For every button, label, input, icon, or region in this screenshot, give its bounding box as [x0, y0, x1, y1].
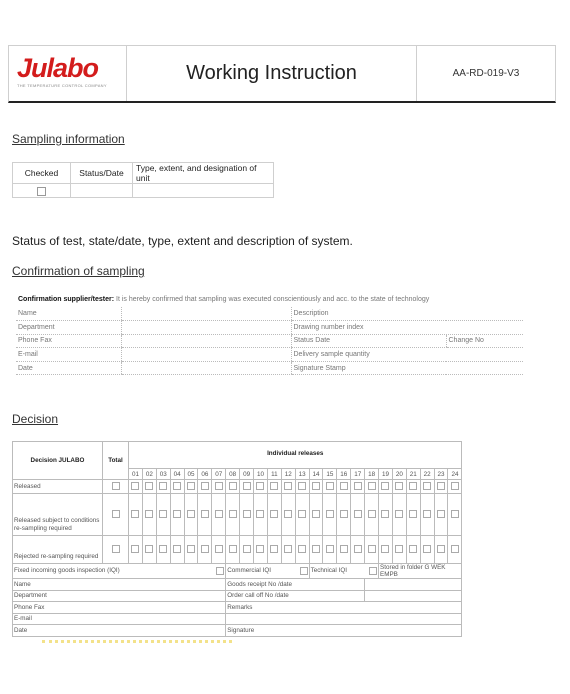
release-checkbox[interactable]: [354, 545, 362, 553]
col-decision-julabo: Decision JULABO: [13, 442, 103, 480]
release-cell: [379, 536, 393, 564]
total-checkbox[interactable]: [112, 510, 120, 518]
release-checkbox[interactable]: [409, 482, 417, 490]
release-checkbox[interactable]: [395, 482, 403, 490]
release-cell: [170, 494, 184, 536]
release-cell: [129, 536, 143, 564]
release-cell: [448, 480, 462, 494]
field-date-value[interactable]: [121, 361, 291, 375]
release-checkbox[interactable]: [145, 510, 153, 518]
field-email-value[interactable]: [121, 348, 291, 362]
release-cell: [170, 480, 184, 494]
release-number: 13: [295, 469, 309, 480]
release-checkbox[interactable]: [201, 545, 209, 553]
release-cell: [212, 494, 226, 536]
release-checkbox[interactable]: [243, 510, 251, 518]
decision-table: [12, 441, 462, 637]
release-checkbox[interactable]: [270, 482, 278, 490]
release-cell: [254, 494, 268, 536]
release-cell: [309, 536, 323, 564]
sampling-section-title: Sampling information: [12, 132, 125, 146]
release-cell: [156, 494, 170, 536]
inspection-technical: [309, 564, 378, 579]
field-department: Department: [16, 321, 121, 335]
field-phone-fax-value[interactable]: [121, 334, 291, 348]
confirm-row: [16, 334, 523, 348]
field-drawing-number: Drawing number index: [291, 321, 523, 335]
inspection-technical-label: Technical IQI: [310, 567, 347, 574]
release-checkbox[interactable]: [368, 482, 376, 490]
release-cell: [379, 494, 393, 536]
release-cell: [448, 536, 462, 564]
release-checkbox[interactable]: [354, 482, 362, 490]
release-checkbox[interactable]: [451, 510, 459, 518]
release-checkbox[interactable]: [159, 510, 167, 518]
release-number: 21: [406, 469, 420, 480]
col-checked: Checked: [13, 163, 71, 184]
row-label-rejected: Rejected re-sampling required: [13, 536, 103, 564]
release-number: 18: [365, 469, 379, 480]
inspection-commercial-checkbox[interactable]: [300, 567, 308, 575]
inspection-stored: Stored in folder G WEK EMPB: [379, 564, 462, 579]
field-name-value[interactable]: [121, 307, 291, 321]
release-cell: [281, 536, 295, 564]
confirm-row: [16, 321, 523, 335]
inspection-fixed-label: Fixed incoming goods inspection (IQI): [14, 567, 120, 574]
release-cell: [156, 536, 170, 564]
document-code: AA-RD-019-V3: [452, 68, 520, 79]
release-cell: [392, 494, 406, 536]
release-cell: [170, 536, 184, 564]
release-cell: [406, 480, 420, 494]
decision-field-department: Department: [13, 590, 226, 602]
confirm-row: [16, 348, 523, 362]
release-checkbox[interactable]: [451, 545, 459, 553]
release-checkbox[interactable]: [409, 510, 417, 518]
release-checkbox[interactable]: [437, 545, 445, 553]
release-cell: [142, 494, 156, 536]
decision-field-phone-fax: Phone Fax: [13, 602, 226, 614]
release-cell: [392, 480, 406, 494]
field-name: Name: [16, 307, 121, 321]
release-cell: [198, 536, 212, 564]
release-checkbox[interactable]: [229, 545, 237, 553]
confirm-row: [16, 307, 523, 321]
sampling-row: [13, 184, 274, 198]
release-cell: [267, 480, 281, 494]
release-cell: [267, 494, 281, 536]
field-email: E-mail: [16, 348, 121, 362]
release-cell: [156, 480, 170, 494]
release-cell: [420, 536, 434, 564]
release-checkbox[interactable]: [312, 510, 320, 518]
release-checkbox[interactable]: [284, 482, 292, 490]
total-checkbox[interactable]: [112, 482, 120, 490]
release-cell: [212, 480, 226, 494]
release-checkbox[interactable]: [381, 545, 389, 553]
release-checkbox[interactable]: [381, 510, 389, 518]
field-signature-stamp: Signature Stamp: [291, 361, 523, 375]
release-checkbox[interactable]: [187, 482, 195, 490]
decision-field-signature: Signature: [226, 625, 462, 637]
document-title: Working Instruction: [127, 46, 417, 101]
release-checkbox[interactable]: [131, 482, 139, 490]
col-type-extent: Type, extent, and designation of unit: [133, 163, 274, 184]
release-checkbox[interactable]: [312, 482, 320, 490]
release-number: 11: [267, 469, 281, 480]
release-checkbox[interactable]: [312, 545, 320, 553]
release-cell: [420, 494, 434, 536]
decision-field-goods-receipt-value[interactable]: [365, 579, 462, 591]
release-checkbox[interactable]: [326, 545, 334, 553]
release-number: 08: [226, 469, 240, 480]
field-department-value[interactable]: [121, 321, 291, 335]
release-cell: [323, 480, 337, 494]
release-cell: [142, 480, 156, 494]
total-cell: [103, 494, 129, 536]
release-cell: [337, 536, 351, 564]
release-checkbox[interactable]: [159, 482, 167, 490]
release-cell: [184, 494, 198, 536]
sampling-header-row: [13, 163, 274, 184]
decision-field-row: [13, 625, 462, 637]
release-cell: [365, 536, 379, 564]
total-checkbox[interactable]: [112, 545, 120, 553]
field-status-date: Status Date: [291, 334, 446, 348]
release-checkbox[interactable]: [284, 510, 292, 518]
logo-cell: [9, 46, 127, 101]
decision-field-goods-receipt: Goods receipt No /date: [226, 579, 365, 591]
release-cell: [212, 536, 226, 564]
release-cell: [142, 536, 156, 564]
release-number: 23: [434, 469, 448, 480]
release-checkbox[interactable]: [131, 510, 139, 518]
release-cell: [281, 480, 295, 494]
release-cell: [434, 494, 448, 536]
release-number: 20: [392, 469, 406, 480]
decision-field-remarks-cont[interactable]: [226, 613, 462, 625]
decision-field-date: Date: [13, 625, 226, 637]
decision-field-email: E-mail: [13, 613, 226, 625]
decision-field-row: [13, 579, 462, 591]
julabo-logo: Julabo: [17, 53, 99, 83]
release-cell: [406, 536, 420, 564]
inspection-fixed-checkbox[interactable]: [216, 567, 224, 575]
release-number: 07: [212, 469, 226, 480]
release-cell: [226, 480, 240, 494]
release-cell: [240, 494, 254, 536]
release-checkbox[interactable]: [298, 545, 306, 553]
release-number: 09: [240, 469, 254, 480]
release-cell: [281, 494, 295, 536]
release-cell: [198, 480, 212, 494]
inspection-technical-checkbox[interactable]: [369, 567, 377, 575]
release-checkbox[interactable]: [326, 510, 334, 518]
release-checkbox[interactable]: [340, 510, 348, 518]
decision-field-order-value[interactable]: [365, 590, 462, 602]
inspection-commercial: [226, 564, 309, 579]
release-checkbox[interactable]: [437, 482, 445, 490]
release-cell: [254, 480, 268, 494]
release-cell: [226, 494, 240, 536]
release-cell: [434, 480, 448, 494]
decision-header-row: [13, 442, 462, 469]
release-checkbox[interactable]: [395, 545, 403, 553]
release-checkbox[interactable]: [229, 510, 237, 518]
release-cell: [309, 494, 323, 536]
confirmation-lead-bold: Confirmation supplier/tester:: [18, 296, 115, 303]
release-checkbox[interactable]: [201, 482, 209, 490]
confirmation-lead: [18, 296, 429, 303]
type-extent-cell[interactable]: [133, 184, 274, 198]
release-checkbox[interactable]: [201, 510, 209, 518]
release-checkbox[interactable]: [340, 545, 348, 553]
release-checkbox[interactable]: [256, 510, 264, 518]
release-number: 17: [351, 469, 365, 480]
release-number: 24: [448, 469, 462, 480]
inspection-row: [13, 564, 462, 579]
release-cell: [240, 480, 254, 494]
release-checkbox[interactable]: [256, 545, 264, 553]
release-cell: [323, 536, 337, 564]
decision-field-name: Name: [13, 579, 226, 591]
release-checkbox[interactable]: [256, 482, 264, 490]
release-cell: [420, 480, 434, 494]
release-number: 14: [309, 469, 323, 480]
release-checkbox[interactable]: [340, 482, 348, 490]
release-checkbox[interactable]: [145, 545, 153, 553]
release-number: 19: [379, 469, 393, 480]
release-checkbox[interactable]: [173, 510, 181, 518]
field-delivery-sample: Delivery sample quantity: [291, 348, 523, 362]
release-cell: [448, 494, 462, 536]
document-header: [8, 45, 556, 103]
release-number: 01: [129, 469, 143, 480]
release-checkbox[interactable]: [173, 545, 181, 553]
release-checkbox[interactable]: [423, 510, 431, 518]
decision-field-remarks: Remarks: [226, 602, 462, 614]
release-checkbox[interactable]: [298, 510, 306, 518]
release-cell: [365, 494, 379, 536]
release-checkbox[interactable]: [423, 545, 431, 553]
release-number: 04: [170, 469, 184, 480]
release-checkbox[interactable]: [423, 482, 431, 490]
release-cell: [323, 494, 337, 536]
col-individual-releases: Individual releases: [129, 442, 462, 469]
release-number: 22: [420, 469, 434, 480]
decision-row-rejected: [13, 536, 462, 564]
release-checkbox[interactable]: [354, 510, 362, 518]
inspection-commercial-label: Commercial IQI: [227, 567, 271, 574]
col-status-date: Status/Date: [71, 163, 133, 184]
checked-checkbox[interactable]: [37, 187, 46, 196]
release-cell: [337, 494, 351, 536]
release-cell: [351, 536, 365, 564]
release-cell: [254, 536, 268, 564]
watermark-dots: [42, 640, 232, 646]
release-checkbox[interactable]: [270, 545, 278, 553]
release-checkbox[interactable]: [270, 510, 278, 518]
release-cell: [351, 480, 365, 494]
sampling-table: [12, 162, 274, 198]
release-cell: [406, 494, 420, 536]
row-label-released: Released: [13, 480, 103, 494]
release-checkbox[interactable]: [298, 482, 306, 490]
release-checkbox[interactable]: [215, 482, 223, 490]
release-checkbox[interactable]: [284, 545, 292, 553]
release-checkbox[interactable]: [187, 545, 195, 553]
release-checkbox[interactable]: [173, 482, 181, 490]
release-checkbox[interactable]: [368, 510, 376, 518]
decision-row-conditional: [13, 494, 462, 536]
row-label-conditional: Released subject to conditions re-sampling required: [13, 494, 103, 536]
release-checkbox[interactable]: [409, 545, 417, 553]
release-checkbox[interactable]: [187, 510, 195, 518]
release-checkbox[interactable]: [437, 510, 445, 518]
release-number: 06: [198, 469, 212, 480]
confirmation-lead-text: It is hereby confirmed that sampling was executed conscientiously and acc. to the state of technology: [116, 296, 430, 303]
release-cell: [184, 480, 198, 494]
decision-section-title: Decision: [12, 412, 59, 426]
release-cell: [351, 494, 365, 536]
field-change-no: Change No: [446, 334, 523, 348]
release-cell: [365, 480, 379, 494]
confirm-row: [16, 361, 523, 375]
status-description: Status of test, state/date, type, extent and description of system.: [12, 234, 353, 248]
status-date-cell[interactable]: [71, 184, 133, 198]
release-checkbox[interactable]: [159, 545, 167, 553]
release-checkbox[interactable]: [215, 510, 223, 518]
release-number: 05: [184, 469, 198, 480]
release-cell: [295, 480, 309, 494]
decision-field-order-call-off: Order call off No /date: [226, 590, 365, 602]
inspection-fixed: [13, 564, 226, 579]
release-number: 10: [254, 469, 268, 480]
release-number: 16: [337, 469, 351, 480]
release-checkbox[interactable]: [131, 545, 139, 553]
release-cell: [129, 494, 143, 536]
release-checkbox[interactable]: [215, 545, 223, 553]
release-cell: [295, 494, 309, 536]
release-cell: [295, 536, 309, 564]
field-date: Date: [16, 361, 121, 375]
release-checkbox[interactable]: [243, 482, 251, 490]
confirmation-section-title: Confirmation of sampling: [12, 264, 145, 278]
decision-row-released: [13, 480, 462, 494]
decision-field-row: [13, 590, 462, 602]
release-cell: [198, 494, 212, 536]
release-cell: [337, 480, 351, 494]
field-description: Description: [291, 307, 523, 321]
release-cell: [129, 480, 143, 494]
decision-field-row: [13, 613, 462, 625]
release-cell: [309, 480, 323, 494]
release-checkbox[interactable]: [243, 545, 251, 553]
total-cell: [103, 480, 129, 494]
field-phone-fax: Phone Fax: [16, 334, 121, 348]
release-cell: [392, 536, 406, 564]
total-cell: [103, 536, 129, 564]
release-cell: [267, 536, 281, 564]
release-number: 12: [281, 469, 295, 480]
release-checkbox[interactable]: [381, 482, 389, 490]
release-checkbox[interactable]: [395, 510, 403, 518]
decision-field-row: [13, 602, 462, 614]
release-number: 15: [323, 469, 337, 480]
confirmation-table: [16, 307, 523, 375]
col-total: Total: [103, 442, 129, 480]
logo-tagline: THE TEMPERATURE CONTROL COMPANY: [17, 83, 107, 88]
release-cell: [434, 536, 448, 564]
release-cell: [184, 536, 198, 564]
release-cell: [226, 536, 240, 564]
release-checkbox[interactable]: [229, 482, 237, 490]
release-number: 03: [156, 469, 170, 480]
release-number: 02: [142, 469, 156, 480]
release-cell: [379, 480, 393, 494]
release-cell: [240, 536, 254, 564]
release-checkbox[interactable]: [368, 545, 376, 553]
release-checkbox[interactable]: [145, 482, 153, 490]
release-checkbox[interactable]: [451, 482, 459, 490]
release-checkbox[interactable]: [326, 482, 334, 490]
